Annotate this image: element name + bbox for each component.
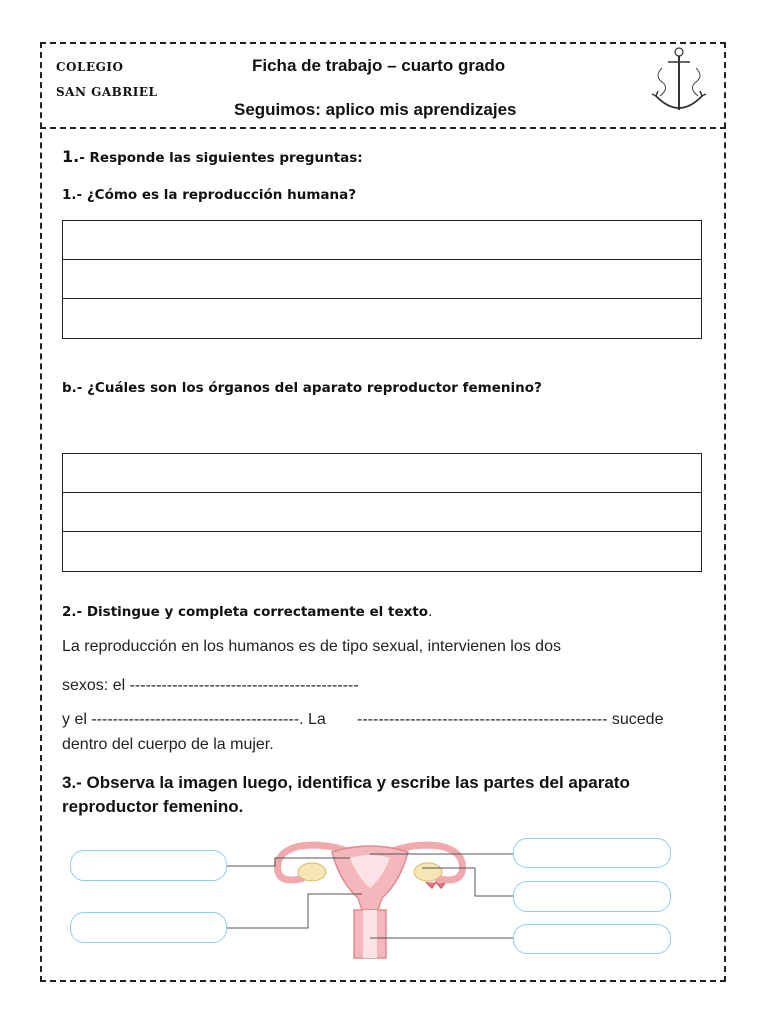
answer-line[interactable]	[63, 454, 701, 493]
section1-heading-text: - Responde las siguientes preguntas:	[79, 150, 363, 166]
answer-line[interactable]	[63, 260, 701, 299]
section3-heading-line1: 3.- Observa la imagen luego, identifica y escribe las partes del aparato	[62, 773, 630, 792]
fill-text-line4: dentro del cuerpo de la mujer.	[62, 736, 274, 753]
header-divider	[40, 127, 726, 129]
answer-box-b	[62, 453, 702, 572]
section2-heading-text: 2.- Distingue y completa correctamente el texto	[62, 604, 429, 620]
section3-heading-line2: reproductor femenino.	[62, 797, 244, 816]
answer-line[interactable]	[63, 299, 701, 338]
answer-line[interactable]	[63, 221, 701, 260]
female-reproductive-system-illustration	[60, 832, 680, 962]
section1-number: 1.	[62, 147, 80, 166]
school-name-line1: COLEGIO	[56, 60, 124, 74]
school-name-line2: SAN GABRIEL	[56, 85, 158, 99]
question-a: 1.- ¿Cómo es la reproducción humana?	[62, 187, 357, 203]
fill-text-line1: La reproducción en los humanos es de tipo sexual, intervienen los dos	[62, 638, 561, 655]
school-anchor-seal-icon	[648, 46, 710, 118]
fill-text-line3b: ----------------------------------------------- sucede	[357, 711, 664, 728]
answer-line[interactable]	[63, 493, 701, 532]
section1-heading	[62, 147, 363, 166]
fill-text-line3a: y el ---------------------------------------. La	[62, 711, 326, 728]
section2-heading-dot: .	[428, 604, 433, 620]
question-b: b.- ¿Cuáles son los órganos del aparato reproductor femenino?	[62, 380, 542, 396]
fill-text-line2: sexos: el -------------------------------------------	[62, 677, 359, 694]
answer-line[interactable]	[63, 532, 701, 571]
answer-box-a	[62, 220, 702, 339]
page-title: Ficha de trabajo – cuarto grado	[252, 56, 506, 75]
page-subtitle: Seguimos: aplico mis aprendizajes	[234, 100, 517, 119]
section2-heading	[62, 604, 432, 620]
